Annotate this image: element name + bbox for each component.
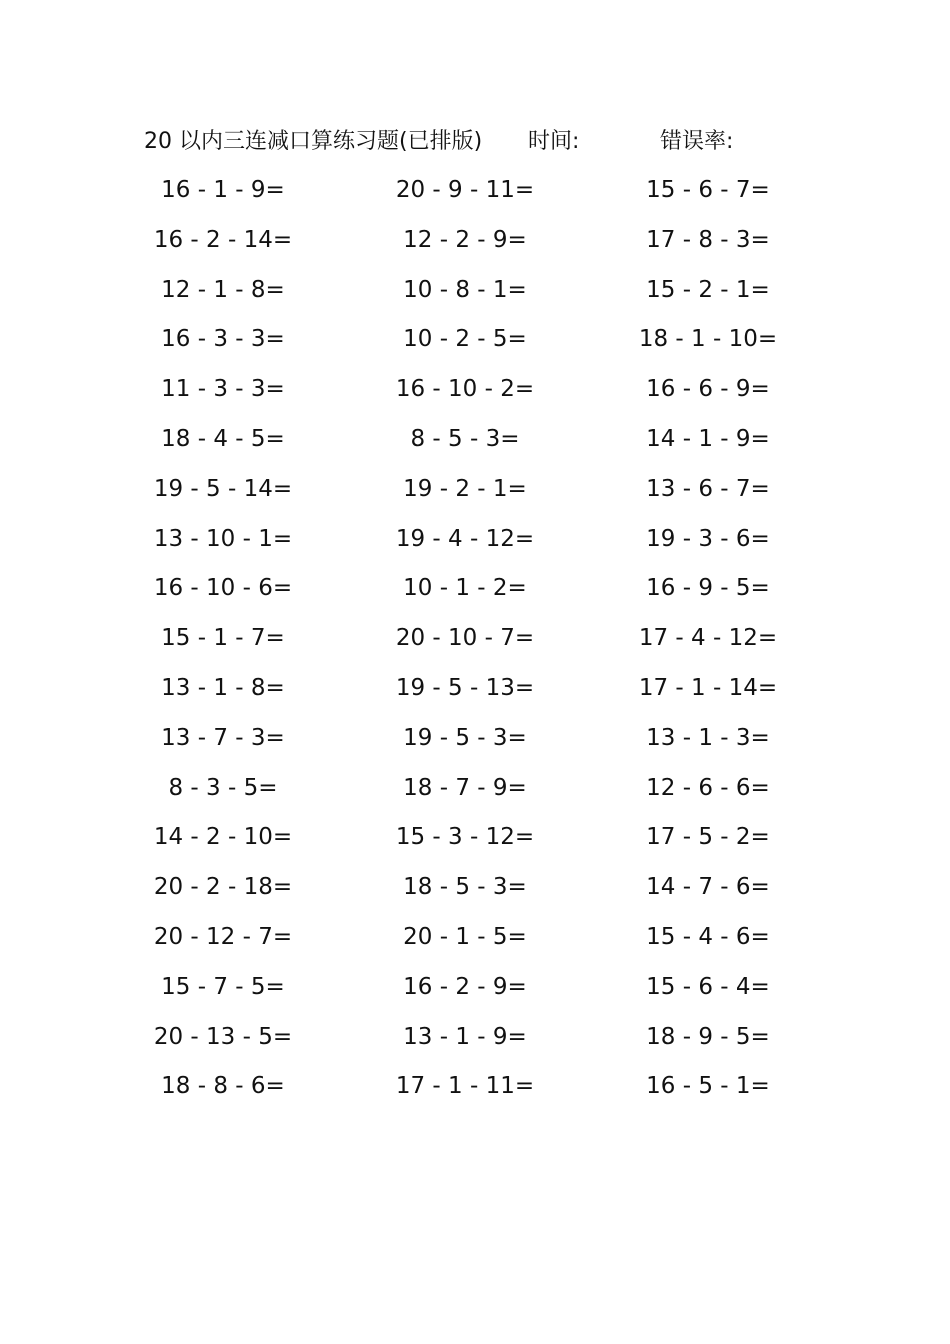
- problem-item: 10 - 2 - 5=: [403, 326, 527, 353]
- problem-row: [0, 1062, 950, 1112]
- problem-item: 16 - 1 - 9=: [161, 177, 285, 203]
- problem-item: 12 - 2 - 9=: [403, 226, 527, 253]
- problem-item: 16 - 2 - 14=: [153, 226, 293, 253]
- problem-item: 20 - 9 - 11=: [395, 177, 535, 203]
- problem-row: [0, 216, 950, 266]
- problem-item: 16 - 9 - 5=: [646, 575, 770, 602]
- problem-item: 14 - 1 - 9=: [646, 425, 770, 452]
- problem-item: 13 - 1 - 9=: [403, 1023, 527, 1050]
- problem-item: 16 - 10 - 6=: [153, 575, 293, 602]
- problem-item: 20 - 12 - 7=: [153, 923, 293, 950]
- problem-row: [0, 266, 950, 316]
- problem-item: 18 - 8 - 6=: [161, 1073, 285, 1100]
- problem-item: 19 - 2 - 1=: [403, 475, 527, 502]
- problem-item: 12 - 1 - 8=: [161, 276, 285, 303]
- problem-item: 18 - 1 - 10=: [638, 326, 778, 353]
- problem-item: 15 - 3 - 12=: [395, 824, 535, 851]
- problem-item: 19 - 5 - 13=: [395, 674, 535, 701]
- problem-item: 15 - 4 - 6=: [646, 923, 770, 950]
- problem-item: 14 - 2 - 10=: [153, 824, 293, 851]
- problem-item: 15 - 6 - 7=: [646, 177, 770, 203]
- problem-row: [0, 963, 950, 1013]
- problem-item: 13 - 10 - 1=: [153, 525, 293, 552]
- problem-row: [0, 166, 950, 216]
- problem-item: 20 - 13 - 5=: [153, 1023, 293, 1050]
- worksheet-title: 20 以内三连减口算练习题(已排版): [144, 129, 483, 154]
- problem-item: 18 - 4 - 5=: [161, 425, 285, 452]
- error-rate-label: 错误率:: [660, 129, 734, 154]
- problem-row: [0, 764, 950, 814]
- problem-item: 14 - 7 - 6=: [646, 874, 770, 901]
- problem-item: 17 - 4 - 12=: [638, 625, 778, 652]
- problem-item: 16 - 3 - 3=: [161, 326, 285, 353]
- problem-row: [0, 813, 950, 863]
- problem-item: 15 - 7 - 5=: [161, 973, 285, 1000]
- problem-row: [0, 465, 950, 515]
- problem-item: 15 - 2 - 1=: [646, 276, 770, 303]
- problem-item: 18 - 5 - 3=: [403, 874, 527, 901]
- problem-grid: [0, 166, 950, 1112]
- problem-item: 16 - 5 - 1=: [646, 1073, 770, 1100]
- problem-item: 13 - 6 - 7=: [646, 475, 770, 502]
- problem-row: [0, 614, 950, 664]
- problem-item: 11 - 3 - 3=: [161, 376, 285, 403]
- worksheet-header: [0, 124, 950, 160]
- problem-item: 20 - 1 - 5=: [403, 923, 527, 950]
- problem-row: [0, 515, 950, 565]
- problem-item: 15 - 6 - 4=: [646, 973, 770, 1000]
- problem-item: 16 - 2 - 9=: [403, 973, 527, 1000]
- problem-item: 15 - 1 - 7=: [161, 625, 285, 652]
- problem-row: [0, 415, 950, 465]
- problem-item: 16 - 10 - 2=: [395, 376, 535, 403]
- problem-item: 8 - 5 - 3=: [410, 425, 520, 452]
- problem-item: 10 - 8 - 1=: [403, 276, 527, 303]
- problem-row: [0, 564, 950, 614]
- problem-item: 17 - 5 - 2=: [646, 824, 770, 851]
- problem-item: 10 - 1 - 2=: [403, 575, 527, 602]
- problem-item: 19 - 5 - 3=: [403, 724, 527, 751]
- problem-item: 17 - 8 - 3=: [646, 226, 770, 253]
- problem-item: 13 - 1 - 8=: [161, 674, 285, 701]
- time-label: 时间:: [528, 129, 580, 154]
- problem-row: [0, 664, 950, 714]
- problem-item: 13 - 1 - 3=: [646, 724, 770, 751]
- problem-row: [0, 315, 950, 365]
- problem-item: 16 - 6 - 9=: [646, 376, 770, 403]
- problem-item: 19 - 5 - 14=: [153, 475, 293, 502]
- problem-item: 19 - 3 - 6=: [646, 525, 770, 552]
- problem-row: [0, 714, 950, 764]
- problem-item: 8 - 3 - 5=: [168, 774, 278, 801]
- problem-row: [0, 365, 950, 415]
- problem-row: [0, 913, 950, 963]
- problem-item: 13 - 7 - 3=: [161, 724, 285, 751]
- problem-item: 18 - 9 - 5=: [646, 1023, 770, 1050]
- problem-item: 20 - 10 - 7=: [395, 625, 535, 652]
- problem-item: 12 - 6 - 6=: [646, 774, 770, 801]
- problem-item: 19 - 4 - 12=: [395, 525, 535, 552]
- problem-row: [0, 863, 950, 913]
- problem-item: 18 - 7 - 9=: [403, 774, 527, 801]
- problem-item: 17 - 1 - 11=: [395, 1073, 535, 1100]
- problem-item: 20 - 2 - 18=: [153, 874, 293, 901]
- problem-item: 17 - 1 - 14=: [638, 674, 778, 701]
- problem-row: [0, 1013, 950, 1063]
